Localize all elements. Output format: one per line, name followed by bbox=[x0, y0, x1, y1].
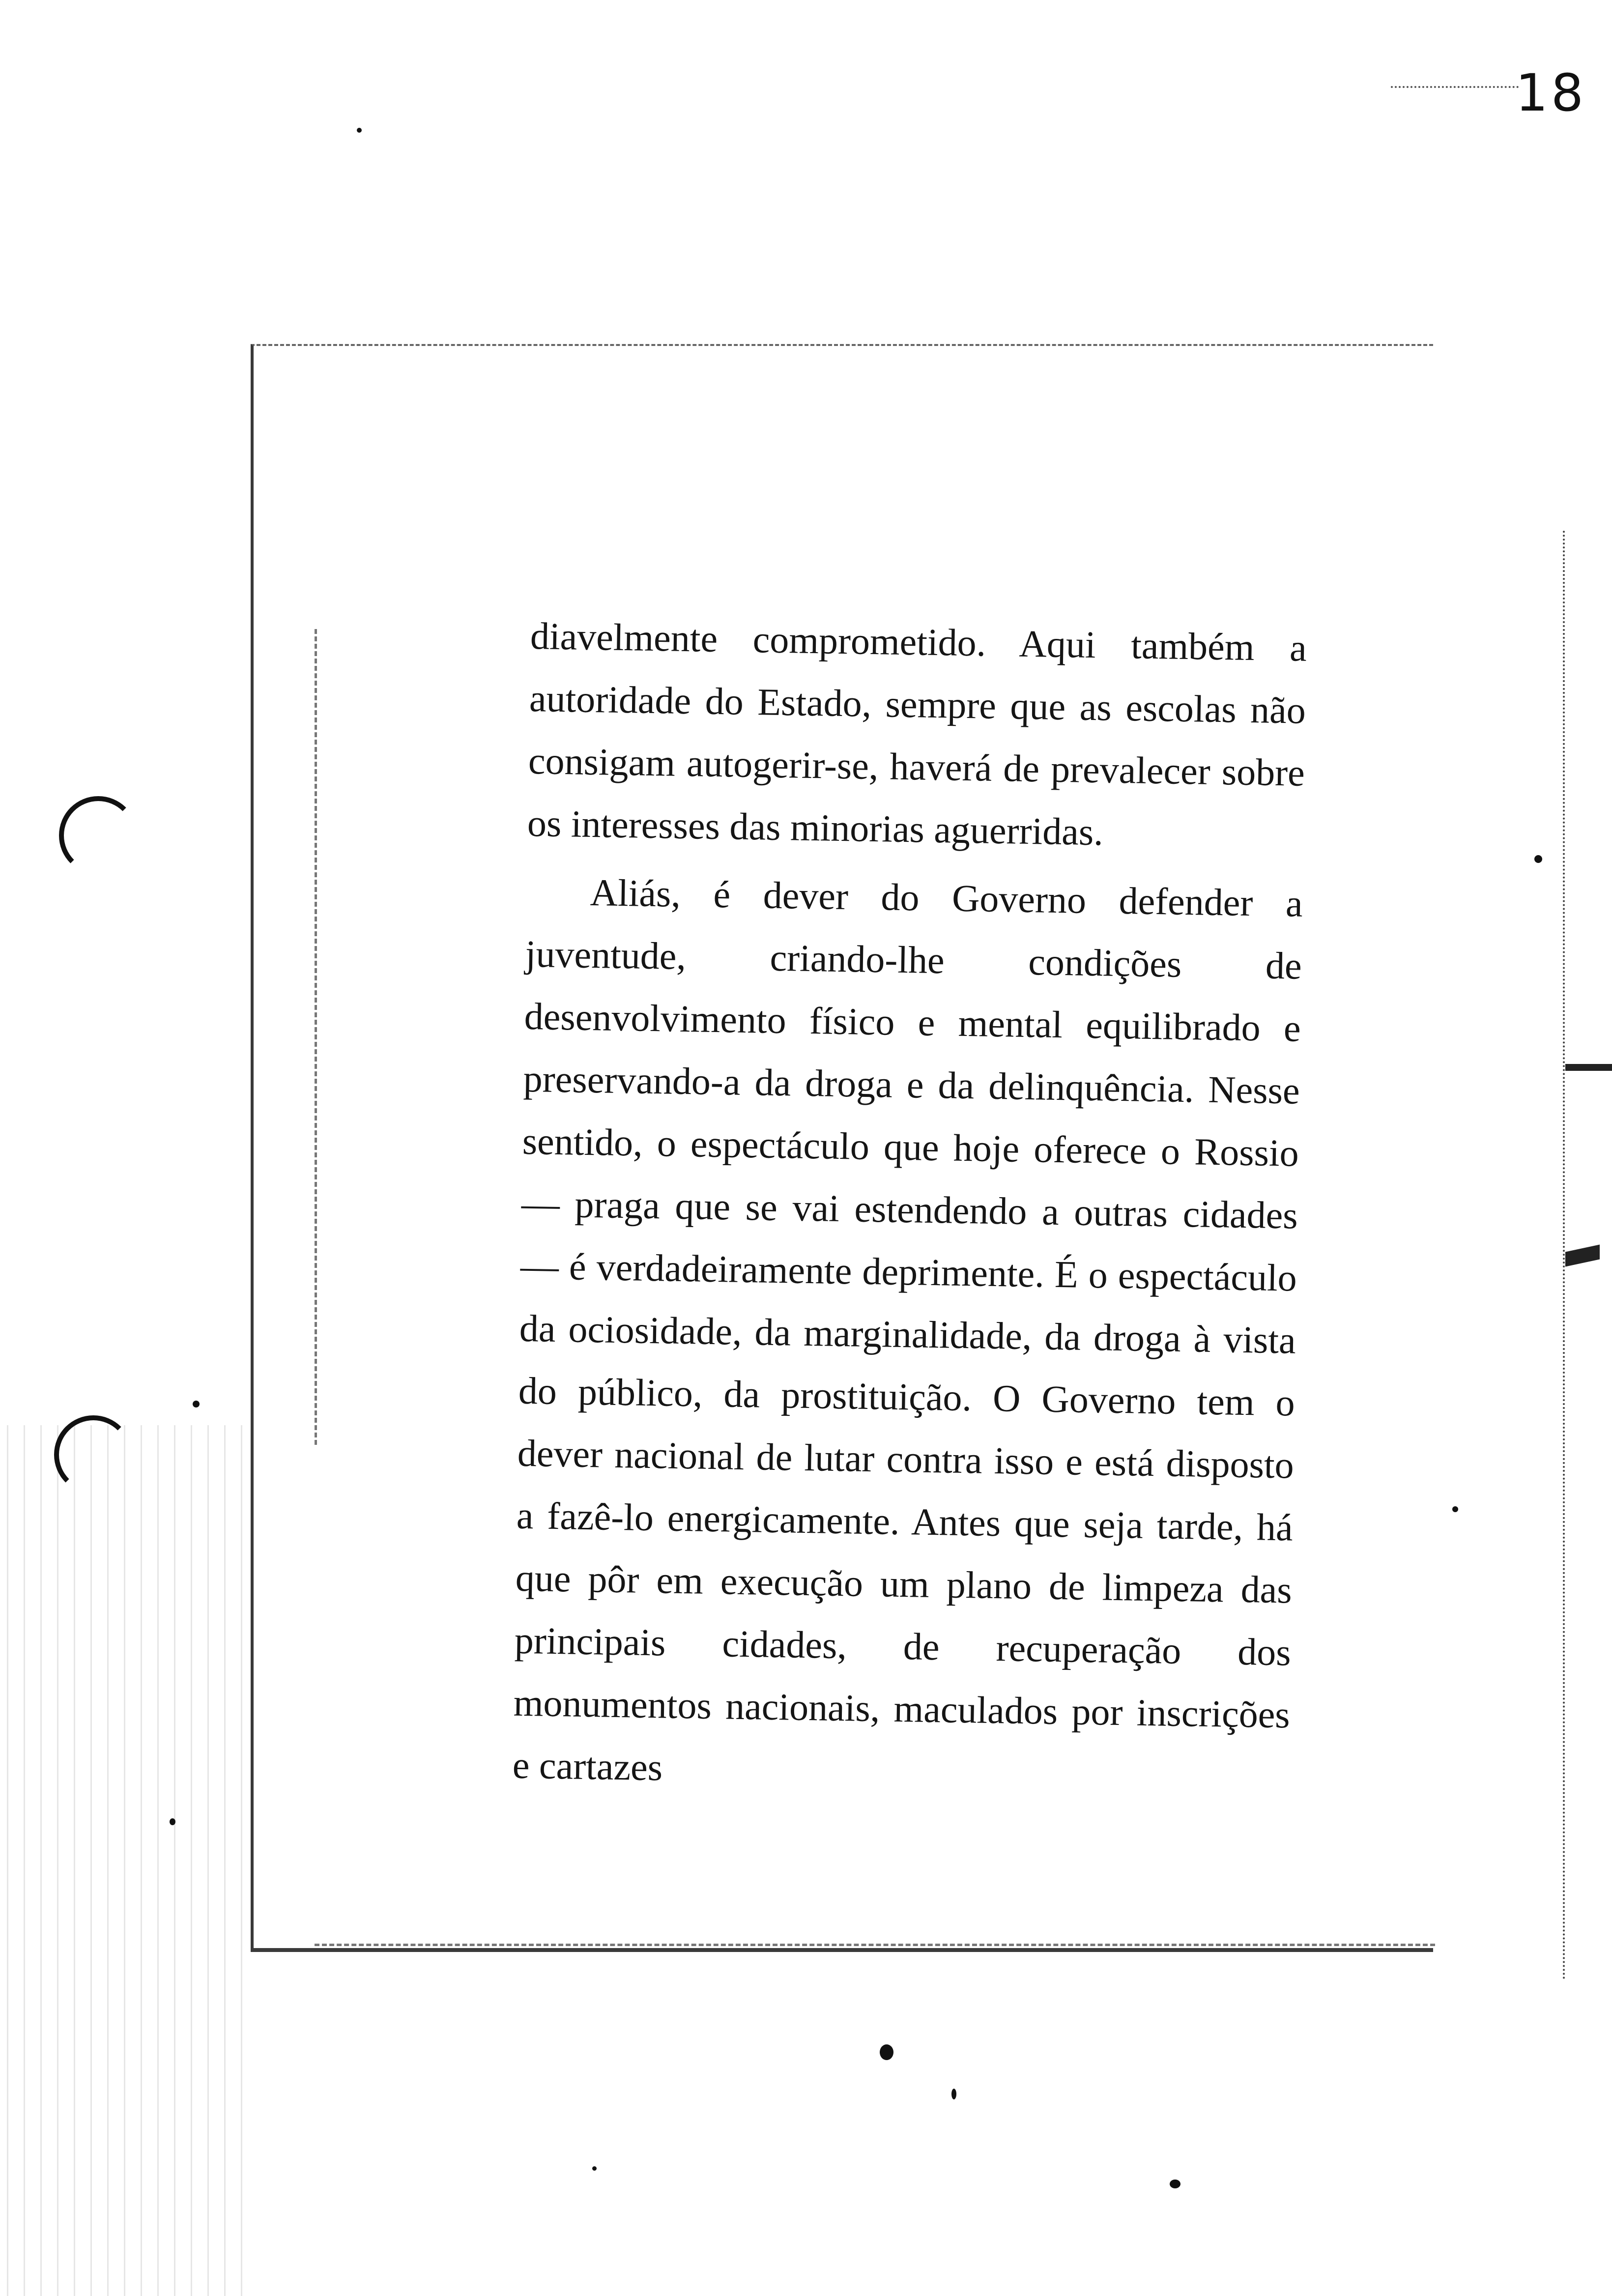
punch-hole-icon bbox=[54, 1415, 133, 1494]
binding-mark bbox=[1565, 1064, 1612, 1071]
scan-speck bbox=[1534, 855, 1542, 863]
scan-speck bbox=[170, 1818, 175, 1825]
scan-speck bbox=[951, 2089, 956, 2099]
scan-speck bbox=[357, 128, 362, 133]
scan-speck bbox=[1452, 1506, 1458, 1512]
scan-speck bbox=[880, 2044, 893, 2060]
page-number: 18 bbox=[1515, 63, 1586, 123]
punch-hole-icon bbox=[59, 796, 138, 875]
scan-edge-noise bbox=[0, 1425, 246, 2296]
page-number-rule bbox=[1391, 86, 1519, 90]
paragraph-2: Aliás, é dever do Governo defender a juventude, criando-lhe condições de desenvolvimento físico e mental equilibrado e preservando-a da droga e da delinquência. Nesse sentido, o espectáculo que hoje oferece o Rossio — praga que se vai estendendo a outras cidades — é verdadeiramente deprimente. É o espectáculo da ociosidade, da marginalidade, da droga à vista do público, da prostituição. O Governo tem o dever nacional de lutar contra isso e está disposto a fazê-lo energicamente. Antes que seja tarde, há que pôr em execução um plano de limpeza das principais cidades, de recuperação dos monumentos nacionais, maculados por inscrições e cartazes bbox=[512, 870, 1303, 1789]
sheet-bottom-shadow bbox=[315, 1944, 1435, 1949]
paragraph-1: diavelmente comprometido. Aqui também a autoridade do Estado, sempre que as escolas não consigam autogerir-se, haverá de prevalecer sobre os interesses das minorias aguerridas. bbox=[527, 614, 1307, 854]
sheet-left-rule bbox=[315, 629, 320, 1445]
scan-speck bbox=[592, 2166, 597, 2171]
scan-speck bbox=[1170, 2180, 1180, 2188]
body-text bbox=[512, 604, 1307, 1808]
scan-speck bbox=[193, 1401, 200, 1407]
